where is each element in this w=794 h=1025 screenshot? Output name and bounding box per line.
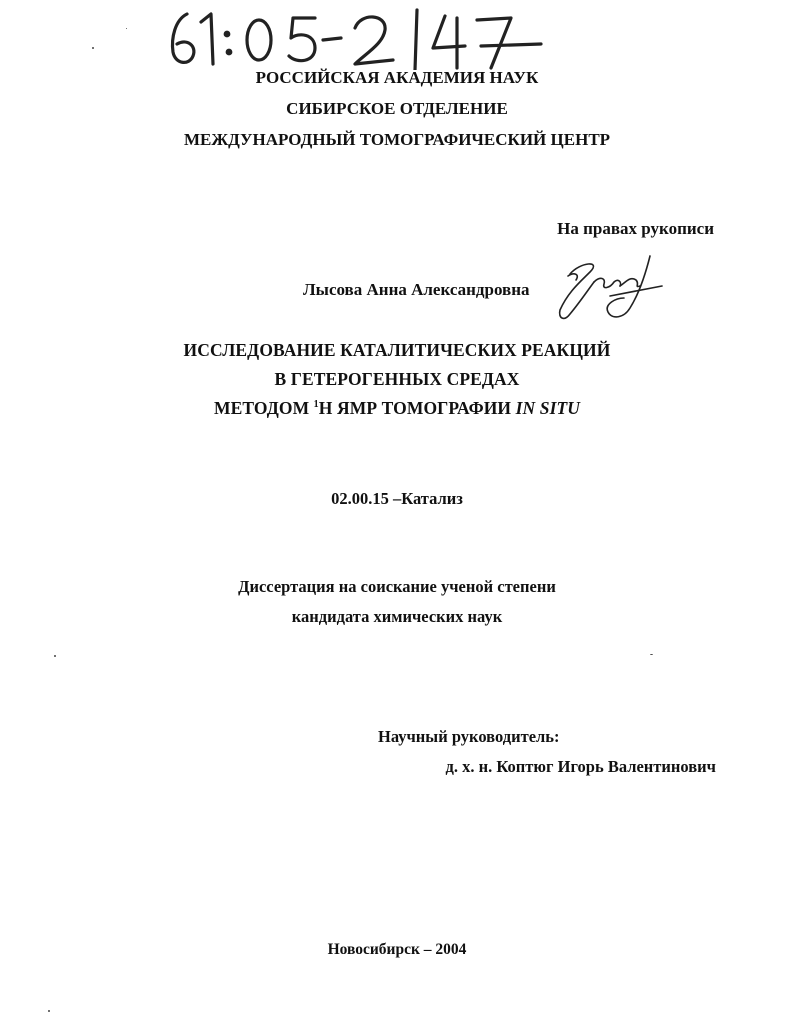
- author-name: Лысова Анна Александровна: [303, 280, 530, 299]
- title-method-main: Н ЯМР ТОМОГРАФИИ: [318, 398, 516, 418]
- header-branch: СИБИРСКОЕ ОТДЕЛЕНИЕ: [286, 99, 508, 118]
- author-signature: [550, 252, 665, 324]
- scan-speck: [54, 655, 56, 657]
- title-isotope-superscript: 1: [313, 399, 319, 410]
- scan-speck: [650, 654, 653, 655]
- thesis-title-line-3: [0, 398, 794, 418]
- title-method-prefix: МЕТОДОМ: [213, 398, 314, 418]
- manuscript-rights-note: На правах рукописи: [557, 219, 714, 238]
- dissertation-line-2: кандидата химических наук: [291, 607, 503, 626]
- dissertation-line-1: Диссертация на соискание ученой степени: [238, 577, 556, 596]
- scan-speck: [92, 47, 94, 49]
- thesis-title-line-2: В ГЕТЕРОГЕННЫХ СРЕДАХ: [274, 369, 520, 389]
- scan-speck: [48, 1010, 50, 1012]
- supervisor-label: Научный руководитель:: [378, 727, 560, 746]
- title-in-situ: IN SITU: [515, 398, 581, 418]
- specialty-code: 02.00.15 –Катализ: [331, 489, 463, 508]
- city-year: Новосибирск – 2004: [327, 941, 467, 958]
- supervisor-name: д. х. н. Коптюг Игорь Валентинович: [445, 757, 716, 776]
- scan-speck: [126, 28, 127, 29]
- thesis-title-line-1: ИССЛЕДОВАНИЕ КАТАЛИТИЧЕСКИХ РЕАКЦИЙ: [183, 340, 611, 360]
- header-center: МЕЖДУНАРОДНЫЙ ТОМОГРАФИЧЕСКИЙ ЦЕНТР: [183, 130, 611, 149]
- handwritten-archive-code: [165, 8, 550, 70]
- header-academy: РОССИЙСКАЯ АКАДЕМИЯ НАУК: [255, 68, 539, 87]
